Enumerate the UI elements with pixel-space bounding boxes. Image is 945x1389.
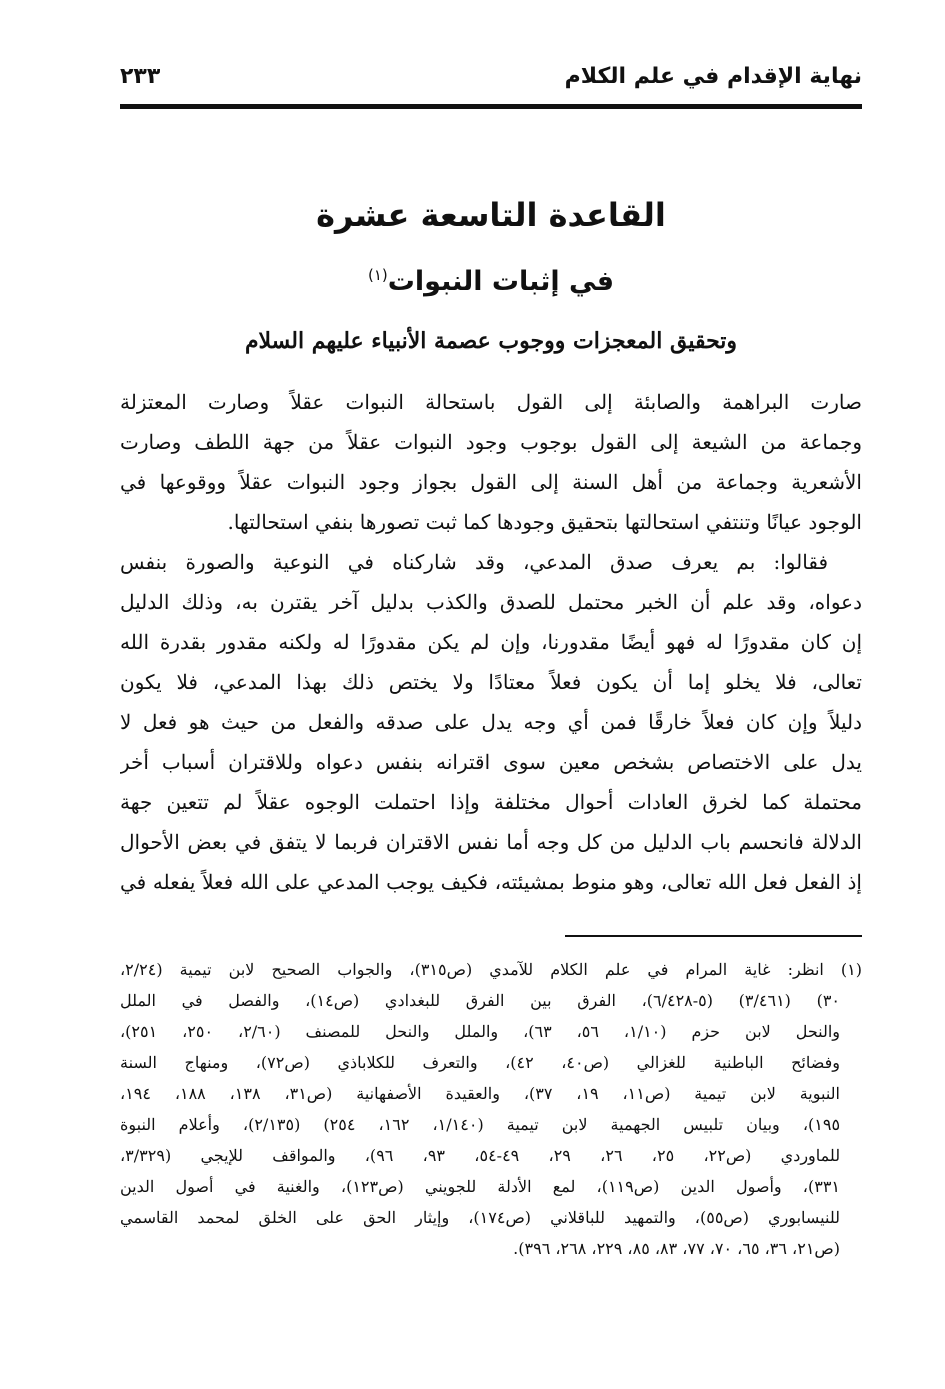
chapter-subtitle-text: في إثبات النبوات (387, 266, 614, 297)
footnote-line: ٣٣١)، وأصول الدين (ص١١٩)، لمع الأدلة للجويني (ص١٢٣)، والغنية في أصول الدين (120, 1177, 840, 1196)
chapter-title: القاعدة التاسعة عشرة (316, 196, 666, 234)
footnote-line: (ص٢١، ٣٦، ٦٥، ٧٠، ٧٧، ٨٣، ٨٥، ٢٢٩، ٢٦٨، ٣٩٦). (513, 1239, 840, 1258)
header-rule (120, 104, 862, 109)
footnote-line: للنيسابوري (ص٥٥)، والتمهيد للباقلاني (ص١٧٤)، وإيثار الحق على الخلق لمحمد القاسمي (120, 1208, 840, 1227)
body-line: إن كان مقدورًا له فهو أيضًا مقدورنا، وإن لم يكن مقدورًا له ولكنه مقدور بقدرة الله (120, 630, 862, 654)
body-line: الأشعرية وجماعة من أهل السنة إلى القول بجواز وجود النبوات عقلاً ووقوعها في (120, 470, 862, 494)
body-line: وجماعة من الشيعة إلى القول بوجوب وجود النبوات عقلاً من جهة اللطف وصارت (120, 430, 862, 454)
footnote-line: ٣٠) (٣/٤٦١) (٥-٦/٤٢٨)، الفرق بين الفرق للبغدادي (ص١٤)، والفصل في الملل (120, 991, 841, 1010)
body-line: إذ الفعل فعل الله تعالى، وهو منوط بمشيئته، فكيف يوجب المدعي على الله فعلاً يفعله في (120, 870, 862, 894)
page-header (120, 62, 862, 106)
running-title: نهاية الإقدام في علم الكلام (564, 64, 862, 89)
footnote-reference: (١) (367, 266, 388, 284)
footnote-line: ١٩٥)، وبيان تلبيس الجهمية لابن تيمية (١/١٤٠، ١٦٢، ٢٥٤) (٢/١٣٥)، وأعلام النبوة (120, 1115, 841, 1134)
body-line: محتملة كما لخرق العادات أحوال مختلفة وإذا احتملت الوجوه عقلاً لم تتعين جهة (120, 790, 862, 814)
chapter-subtitle (120, 266, 862, 297)
body-line: الدلالة فانحسم باب الدليل من كل وجه أما نفس الاقتران فربما لا يتفق في بعض الأحوال (120, 830, 862, 854)
footnote-line: النبوية لابن تيمية (ص١١، ١٩، ٣٧)، والعقيدة الأصفهانية (ص٣١، ١٣٨، ١٨٨، ١٩٤، (120, 1084, 840, 1103)
body-line: الوجود عيانًا وتنتفي استحالتها بتحقيق وجودها كما ثبت تصورها بنفي استحالتها. (227, 510, 862, 534)
body-line: يدل على الاختصاص بشخص معين سوى اقترانه بنفس دعواه وللاقتران أسباب أخر (120, 750, 862, 774)
footnote-line: (١) انظر: غاية المرام في علم الكلام للآمدي (ص٣١٥)، والجواب الصحيح لابن تيمية (٢/٢٤، (120, 960, 862, 979)
body-line: تعالى، فلا يخلو إما أن يكون فعلاً معتادًا ولا يختص ذلك بهذا المدعي، فلا يكون (120, 670, 862, 694)
body-line: فقالوا: بم يعرف صدق المدعي، وقد شاركناه في النوعية والصورة بنفس (120, 550, 828, 574)
body-line: صارت البراهمة والصابئة إلى القول باستحالة النبوات عقلاً وصارت المعتزلة (120, 390, 862, 414)
chapter-subtitle-secondary: وتحقيق المعجزات ووجوب عصمة الأنبياء عليهم السلام (244, 328, 738, 354)
body-line: دليلاً وإن كان فعلاً خارقًا فمن أي وجه يدل على صدقه والفعل من حيث هو فعل لا (120, 710, 862, 734)
footnotes (120, 954, 862, 1264)
body-line: دعواه، وقد علم أن الخبر محتمل للصدق والكذب بدليل آخر يقترن به، وذلك الدليل (120, 590, 862, 614)
body-text (120, 382, 862, 902)
footnote-line: للماوردي (ص٢٢، ٢٥، ٢٦، ٢٩، ٤٩-٥٤، ٩٣، ٩٦)، والمواقف للإيجي (٣/٣٢٩، (120, 1146, 841, 1165)
footnote-line: والنحل لابن حزم (١/١٠، ٥٦، ٦٣)، والملل والنحل للمصنف (٢/٦٠، ٢٥٠، ٢٥١)، (120, 1022, 841, 1041)
footnote-rule (565, 935, 862, 937)
page-number: ٢٣٣ (120, 64, 161, 89)
footnote-line: وفضائح الباطنية للغزالي (ص٤٠، ٤٢)، والتعرف للكلاباذي (ص٧٢)، ومنهاج السنة (120, 1053, 841, 1072)
